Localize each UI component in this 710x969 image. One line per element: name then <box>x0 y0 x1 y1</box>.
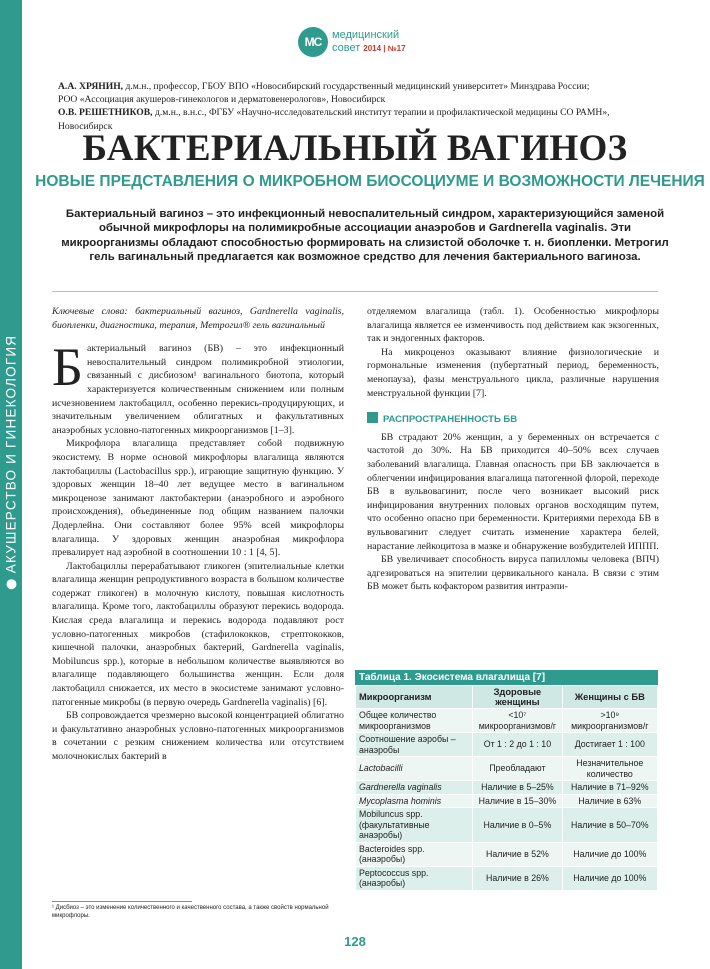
table-row <box>356 866 658 890</box>
table-cell: Gardnerella vaginalis <box>356 781 473 795</box>
table-row <box>356 709 658 733</box>
table-cell: Наличие в 15–30% <box>473 794 562 808</box>
table-row <box>356 757 658 781</box>
table-row <box>356 842 658 866</box>
author-line <box>58 80 658 93</box>
table-header-row <box>356 686 658 709</box>
table-row <box>356 781 658 795</box>
table-cell: Наличие в 71–92% <box>562 781 657 795</box>
table-cell: Наличие в 5–25% <box>473 781 562 795</box>
article-title: БАКТЕРИАЛЬНЫЙ ВАГИНОЗ <box>82 128 628 169</box>
right-column <box>367 305 659 594</box>
author-affiliation: РОО «Ассоциация акушеров-гинекологов и дерматовенерологов», Новосибирск <box>58 94 386 106</box>
table-cell: Наличие в 50–70% <box>562 808 657 843</box>
article-subtitle: НОВЫЕ ПРЕДСТАВЛЕНИЯ О МИКРОБНОМ БИОСОЦИУМЕ И ВОЗМОЖНОСТИ ЛЕЧЕНИЯ <box>35 173 705 190</box>
author-line <box>58 93 658 106</box>
table-cell: Незначительное количество <box>562 757 657 781</box>
ecosystem-table <box>355 670 658 891</box>
logo-subtitle: совет <box>332 42 361 54</box>
paragraph: Микрофлора влагалища представляет собой подвижную экосистему. В норме основой микрофлоры влагалища являются лактобациллы (Lactobacillus spp.), играющие защитную функцию. У здоровых женщин 18–40 лет ведущее место в вагинальном микроценозе занимают лактобактерии (анаэробного и аэробного происхождения), объединенные под общим названием палочки Додерлейна. Они составляют более 95% всей микрофлоры влагалища. У здоровых женщин анаэробная микрофлора превалирует над аэробной в соотношении 10 : 1 [4, 5]. <box>52 438 344 559</box>
column-header: Микроорганизм <box>356 686 473 709</box>
table-cell: Наличие в 26% <box>473 866 562 890</box>
table-cell: Соотношение аэробы – анаэробы <box>356 733 473 757</box>
column-header: Женщины с БВ <box>562 686 657 709</box>
keywords: Ключевые слова: бактериальный вагиноз, Gardnerella vaginalis, биопленки, диагностика, терапия, Метрогил® гель вагинальный <box>52 306 344 331</box>
paragraph: БВ увеличивает способность вируса папилломы человека (ВПЧ) адгезироваться на эпителии цервикального канала. В связи с этим БВ может быть кофактором развития интраэпи- <box>367 554 659 593</box>
table-cell: Преобладают <box>473 757 562 781</box>
table-cell: Lactobacilli <box>356 757 473 781</box>
data-table <box>355 685 658 891</box>
logo-title: медицинский <box>332 29 400 41</box>
author-name: А.А. ХРЯНИН, <box>58 81 124 92</box>
table-cell: Наличие до 100% <box>562 866 657 890</box>
table-cell: Общее количество микроорганизмов <box>356 709 473 733</box>
table-row <box>356 733 658 757</box>
table-cell: Mycoplasma hominis <box>356 794 473 808</box>
authors-block <box>58 80 658 133</box>
table-cell: Mobiluncus spp. (факультативные анаэробы) <box>356 808 473 843</box>
journal-logo <box>298 26 406 58</box>
table-cell: Peptococcus spp. (анаэробы) <box>356 866 473 890</box>
paragraph-text: актериальный вагиноз (БВ) – это инфекционный невоспалительный синдром полимикробной этиологии, связанный с дисбиозом¹ вагинального биотопа, который характеризуется количественным снижением или полным исчезновением лактобацилл, особенно перекись-продуцирующих, и значительным увеличением облигатных и факультативных анаэробных условно-патогенных микроорганизмов [1–3]. <box>52 343 344 436</box>
table-cell: Достигает 1 : 100 <box>562 733 657 757</box>
table-cell: >10⁹ микроорганизмов/г <box>562 709 657 733</box>
page-number: 128 <box>344 934 366 949</box>
paragraph: БВ страдают 20% женщин, а у беременных он встречается с частотой до 30%. На БВ приходится 40–50% всех случаев заболеваний влагалища. Главная опасность при БВ заключается в облегчении инфицирования влагалища патогенной флорой, переходе БВ в вульвовагинит, после чего возникает высокий риск инфицирования внутренних половых органов восходящим путем, что особенно опасно при беременности. Критериями перехода БВ в вульвовагинит следует считать изменение характера белей, нарастание лейкоцитоза в мазке и обнаружение возбудителей ИППП. <box>367 431 659 552</box>
logo-mark: МС <box>298 27 328 57</box>
table-cell: Наличие в 52% <box>473 842 562 866</box>
drop-cap: Б <box>52 337 84 398</box>
table-cell: Наличие в 63% <box>562 794 657 808</box>
paragraph: БВ сопровождается чрезмерно высокой концентрацией облигатно и факультативно анаэробных условно-патогенных микроорганизмов в сочетании с резким снижением количества или отсутствием молочнокислых бактерий в <box>52 710 344 762</box>
paragraph: На микроценоз оказывают влияние физиологические и гормональные изменения (пубертатный период, беременность, менопауза), фазы менструального цикла, различные нарушения менструальной функции [7]. <box>367 346 659 399</box>
table-cell: От 1 : 2 до 1 : 10 <box>473 733 562 757</box>
left-column <box>52 305 344 764</box>
table-cell: Наличие до 100% <box>562 842 657 866</box>
author-name: О.В. РЕШЕТНИКОВ, <box>58 107 153 119</box>
paragraph <box>52 337 344 437</box>
section-label-text: АКУШЕРСТВО И ГИНЕКОЛОГИЯ <box>3 334 19 574</box>
section-heading-text: РАСПРОСТРАНЕННОСТЬ БВ <box>383 414 518 426</box>
footnote: ¹ Дисбиоз – это изменение количественного и качественного состава, а также свойств нормальной микрофлоры. <box>52 905 329 919</box>
table-row <box>356 794 658 808</box>
abstract: Бактериальный вагиноз – это инфекционный невоспалительный синдром, характеризующийся заменой обычной микрофлоры на полимикробные ассоциации анаэробов и Gardnerella vaginalis. Эти микроорганизмы обладают способностью формировать на слизистой оболочке т. н. биопленки. Метрогил гель вагинальный предлагается как возможное средство для лечения бактериального вагиноза. <box>61 208 669 264</box>
bullet-icon <box>7 579 17 589</box>
footnote-divider <box>52 901 192 902</box>
paragraph: отделяемом влагалища (табл. 1). Особенностью микрофлоры влагалища является ее изменчивость под действием как экзогенных, так и эндогенных факторов. <box>367 306 659 345</box>
divider <box>52 291 658 292</box>
author-affiliation: д.м.н., профессор, ГБОУ ВПО «Новосибирский государственный медицинский университет» Минздрава России; <box>123 81 590 92</box>
table-cell: Bacteroides spp. (анаэробы) <box>356 842 473 866</box>
logo-text <box>332 30 406 54</box>
section-heading <box>367 412 659 427</box>
author-affiliation: д.м.н., в.н.с., ФГБУ «Научно-исследовательский институт терапии и профилактической медицины СО РАМН», Новосибирск <box>58 107 610 132</box>
square-icon <box>367 412 378 423</box>
table-cell: <10⁷ микроорганизмов/г <box>473 709 562 733</box>
column-header: Здоровые женщины <box>473 686 562 709</box>
table-caption: Таблица 1. Экосистема влагалища [7] <box>355 670 658 685</box>
issue-number: 2014 | №17 <box>363 44 406 53</box>
table-row <box>356 808 658 843</box>
section-label <box>4 335 19 589</box>
table-cell: Наличие в 0–5% <box>473 808 562 843</box>
paragraph: Лактобациллы перерабатывают гликоген (эпителиальные клетки влагалища женщин репродуктивного возраста в большом количестве содержат гликоген) в молочную кислоту, повышая кислотность влагалища. Кроме того, лактобациллы образуют перекись водорода. Кислая среда влагалища и перекись водорода подавляют рост условно-патогенных микробов (стафилококков, стрептококков, кишечной палочки, анаэробных бактерий, Gardnerella vaginalis, Mobiluncus spp.), которые в небольшом количестве выявляются во влагалище подавляющего большинства женщин. Если доля лактобацилл снижается, их место в экосистеме занимают условно-патогенные микробы (в первую очередь Gardnerella vaginalis) [6]. <box>52 560 344 708</box>
